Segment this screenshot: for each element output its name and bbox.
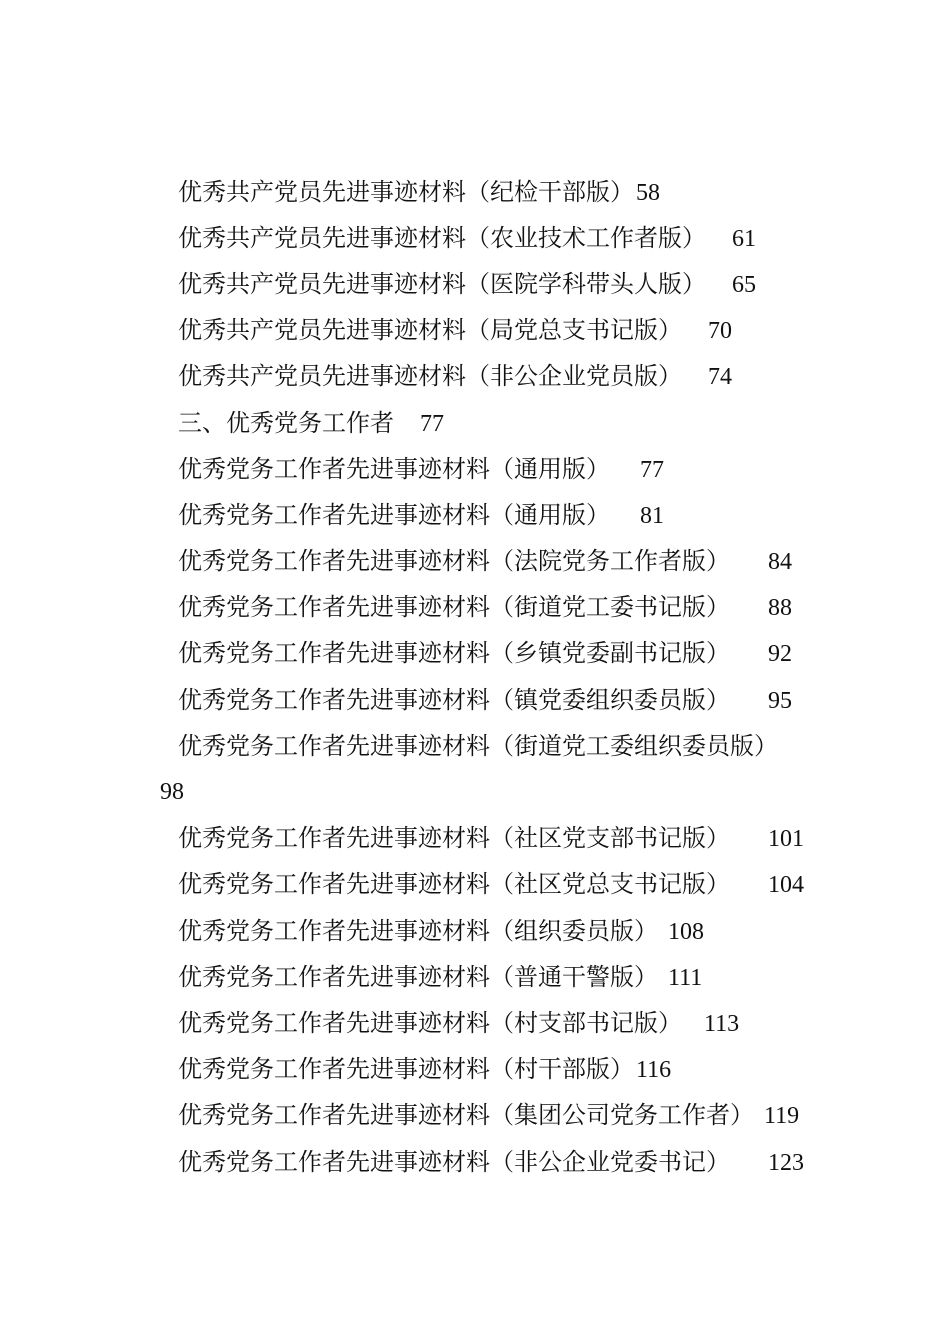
toc-entry-page: 70 bbox=[708, 318, 732, 344]
toc-entry-title: 优秀党务工作者先进事迹材料（通用版） bbox=[178, 455, 610, 483]
toc-entry-page: 104 bbox=[768, 872, 804, 898]
toc-entry-page: 77 bbox=[640, 457, 664, 483]
toc-entry[interactable] bbox=[178, 1099, 799, 1132]
toc-entry-title: 优秀共产党员先进事迹材料（纪检干部版） bbox=[178, 178, 634, 206]
toc-entry-title: 优秀党务工作者先进事迹材料（社区党支部书记版） bbox=[178, 824, 730, 852]
toc-entry[interactable] bbox=[178, 637, 792, 670]
toc-entry-title: 优秀党务工作者先进事迹材料（集团公司党务工作者） bbox=[178, 1101, 754, 1129]
toc-entry-page: 116 bbox=[636, 1057, 672, 1083]
toc-entry-title: 优秀党务工作者先进事迹材料（普通干警版） bbox=[178, 963, 658, 991]
toc-entry[interactable] bbox=[178, 730, 778, 762]
toc-entry-title: 优秀党务工作者先进事迹材料（街道党工委书记版） bbox=[178, 593, 730, 621]
toc-entry-title: 优秀党务工作者先进事迹材料（社区党总支书记版） bbox=[178, 870, 730, 898]
toc-entry-page: 84 bbox=[768, 549, 792, 575]
toc-section-title: 三、优秀党务工作者 bbox=[178, 409, 394, 437]
toc-entry[interactable] bbox=[178, 314, 732, 347]
toc-entry[interactable] bbox=[178, 915, 704, 948]
toc-entry-title: 优秀党务工作者先进事迹材料（街道党工委组织委员版） bbox=[178, 732, 778, 760]
toc-entry-title: 优秀党务工作者先进事迹材料（村干部版） bbox=[178, 1055, 634, 1083]
toc-entry[interactable] bbox=[178, 868, 804, 901]
toc-entry-page: 61 bbox=[732, 226, 756, 252]
toc-entry-page: 95 bbox=[768, 688, 792, 714]
toc-entry[interactable] bbox=[178, 591, 792, 624]
toc-entry-page: 77 bbox=[420, 411, 444, 437]
toc-entry-page: 119 bbox=[764, 1103, 800, 1129]
toc-entry-page: 65 bbox=[732, 272, 756, 298]
toc-entry[interactable] bbox=[178, 453, 664, 486]
toc-entry-page: 88 bbox=[768, 595, 792, 621]
toc-entry-title: 优秀党务工作者先进事迹材料（村支部书记版） bbox=[178, 1009, 682, 1037]
toc-entry[interactable] bbox=[178, 1053, 671, 1086]
toc-entry-title: 优秀党务工作者先进事迹材料（通用版） bbox=[178, 501, 610, 529]
toc-entry-page: 81 bbox=[640, 503, 664, 529]
toc-entry-title: 优秀党务工作者先进事迹材料（乡镇党委副书记版） bbox=[178, 639, 730, 667]
toc-entry-title: 优秀党务工作者先进事迹材料（非公企业党委书记） bbox=[178, 1148, 730, 1176]
toc-entry-page-wrapped: 98 bbox=[160, 779, 184, 805]
toc-entry[interactable] bbox=[178, 268, 756, 301]
toc-entry-page: 101 bbox=[768, 826, 804, 852]
toc-entry-title: 优秀党务工作者先进事迹材料（法院党务工作者版） bbox=[178, 547, 730, 575]
toc-entry[interactable] bbox=[178, 822, 804, 855]
toc-entry-page: 113 bbox=[704, 1011, 740, 1037]
toc-entry-page: 111 bbox=[668, 965, 703, 991]
toc-entry-page: 92 bbox=[768, 641, 792, 667]
toc-entry[interactable] bbox=[178, 545, 792, 578]
toc-entry-page: 108 bbox=[668, 919, 704, 945]
toc-section-heading[interactable] bbox=[178, 407, 444, 440]
toc-entry-page: 123 bbox=[768, 1150, 804, 1176]
toc-entry[interactable] bbox=[178, 684, 792, 717]
toc-entry[interactable] bbox=[178, 360, 732, 393]
toc-entry[interactable] bbox=[178, 499, 664, 532]
toc-entry-title: 优秀共产党员先进事迹材料（局党总支书记版） bbox=[178, 316, 682, 344]
toc-entry[interactable] bbox=[178, 176, 660, 209]
toc-entry[interactable] bbox=[178, 1007, 739, 1040]
toc-entry-title: 优秀党务工作者先进事迹材料（镇党委组织委员版） bbox=[178, 686, 730, 714]
toc-entry[interactable] bbox=[178, 1146, 804, 1179]
toc-entry[interactable] bbox=[178, 961, 702, 994]
toc-entry-page: 74 bbox=[708, 364, 732, 390]
toc-entry[interactable] bbox=[178, 222, 756, 255]
toc-entry-title: 优秀共产党员先进事迹材料（非公企业党员版） bbox=[178, 362, 682, 390]
toc-entry-page: 58 bbox=[636, 180, 660, 206]
toc-entry-title: 优秀党务工作者先进事迹材料（组织委员版） bbox=[178, 917, 658, 945]
toc-entry-title: 优秀共产党员先进事迹材料（农业技术工作者版） bbox=[178, 224, 706, 252]
toc-entry-title: 优秀共产党员先进事迹材料（医院学科带头人版） bbox=[178, 270, 706, 298]
